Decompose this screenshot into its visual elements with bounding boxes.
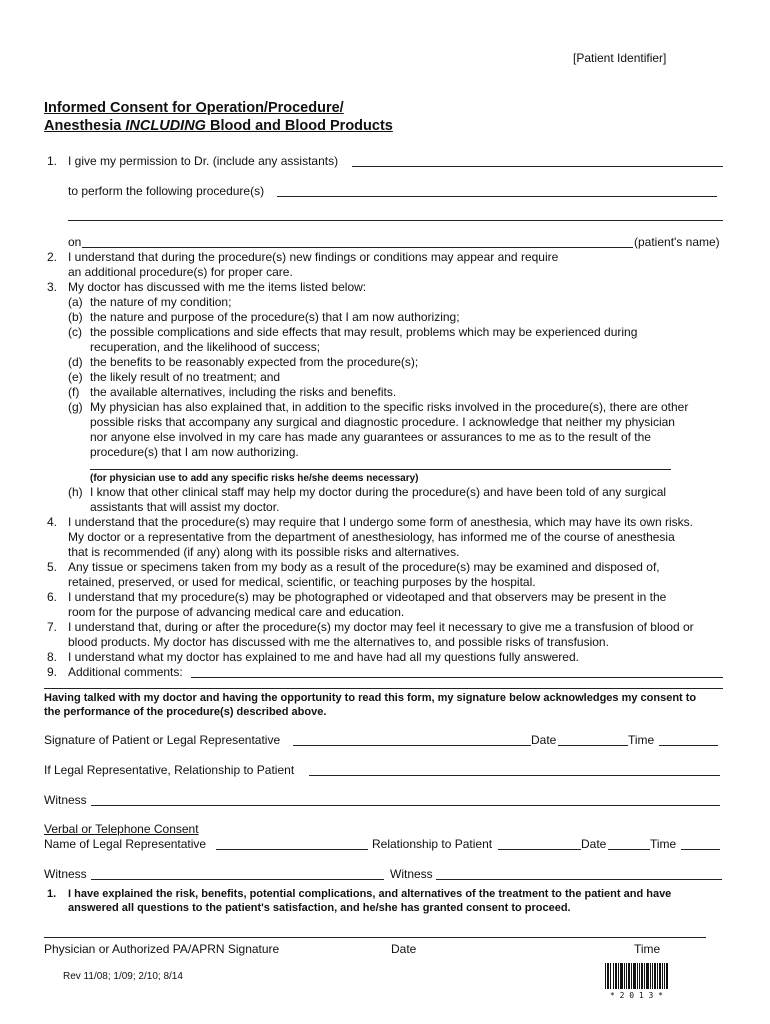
date-label: Date <box>581 837 607 851</box>
item-4-line-2: My doctor or a representative from the department of anesthesiology, has informed me of the course of anesthesia <box>68 530 675 544</box>
additional-comments-field-2[interactable] <box>44 688 723 689</box>
item-4-line-1: I understand that the procedure(s) may require that I undergo some form of anesthesia, which may have its own risks. <box>68 515 693 529</box>
on-label: on <box>68 235 82 249</box>
perform-text: to perform the following procedure(s) <box>68 184 265 198</box>
footer-time-label: Time <box>634 942 661 956</box>
revision-note: Rev 11/08; 1/09; 2/10; 8/14 <box>63 971 183 982</box>
sub-g-line-4: procedure(s) that I am now authorizing. <box>90 445 299 459</box>
time-label: Time <box>628 733 655 747</box>
physician-signature-field[interactable] <box>44 937 706 938</box>
patient-signature-field[interactable] <box>293 745 531 746</box>
title-line-2: Anesthesia INCLUDING Blood and Blood Products <box>44 118 393 134</box>
patient-date-field[interactable] <box>558 745 628 746</box>
sub-f-text: the available alternatives, including the risks and benefits. <box>90 385 397 399</box>
relationship-field[interactable] <box>498 849 581 850</box>
sub-g-line-1: My physician has also explained that, in addition to the specific risks involved in the procedure(s), there are other <box>90 400 689 414</box>
witness-field[interactable] <box>91 805 720 806</box>
verbal-time-field[interactable] <box>681 849 720 850</box>
item-number: 6. <box>47 590 58 604</box>
item-number: 3. <box>47 280 58 294</box>
patients-name-label: (patient's name) <box>634 235 720 249</box>
sub-key: (g) <box>68 400 83 414</box>
patient-signature-label: Signature of Patient or Legal Representative <box>44 733 281 747</box>
sub-c-line-1: the possible complications and side effects that may result, problems which may be experienced during <box>90 325 638 339</box>
physician-statement-line-2: answered all questions to the patient's satisfaction, and he/she has granted consent to proceed. <box>68 902 571 914</box>
title-line-1: Informed Consent for Operation/Procedure/ <box>44 100 344 116</box>
item-number: 4. <box>47 515 58 529</box>
legal-rep-name-field[interactable] <box>216 849 368 850</box>
item-number: 2. <box>47 250 58 264</box>
barcode-text: * 2 0 1 3 * <box>610 991 663 1000</box>
item-6-line-1: I understand that my procedure(s) may be photographed or videotaped and that observers may be present in the <box>68 590 667 604</box>
verbal-witness-1-field[interactable] <box>91 879 384 880</box>
sub-d-text: the benefits to be reasonably expected from the procedure(s); <box>90 355 419 369</box>
item-2-line-2: an additional procedure(s) for proper care. <box>68 265 293 279</box>
sub-h-line-1: I know that other clinical staff may help my doctor during the procedure(s) and have been told of any surgical <box>90 485 667 499</box>
legal-rep-relationship-field[interactable] <box>309 775 720 776</box>
witness-label: Witness <box>44 793 87 807</box>
patient-identifier: [Patient Identifier] <box>573 51 667 65</box>
form-title <box>44 99 393 135</box>
item-number: 1. <box>47 888 57 900</box>
sub-b-text: the nature and purpose of the procedure(s) that I am now authorizing; <box>90 310 460 324</box>
sub-key: (f) <box>68 385 80 399</box>
item-number: 5. <box>47 560 58 574</box>
sub-key: (h) <box>68 485 83 499</box>
patient-time-field[interactable] <box>659 745 718 746</box>
patient-name-field[interactable] <box>82 247 633 248</box>
acknowledgement-line-1: Having talked with my doctor and having the opportunity to read this form, my signature below acknowledges my consent to <box>44 692 697 704</box>
witness-label: Witness <box>44 867 87 881</box>
witness-label: Witness <box>390 867 433 881</box>
sub-h-line-2: assistants that will assist my doctor. <box>90 500 280 514</box>
physician-statement-line-1: I have explained the risk, benefits, potential complications, and alternatives of the treatment to the patient and have <box>68 888 672 900</box>
sub-c-line-2: recuperation, and the likelihood of success; <box>90 340 321 354</box>
item-number: 9. <box>47 665 58 679</box>
item-3-text: My doctor has discussed with me the items listed below: <box>68 280 367 294</box>
specific-risks-field[interactable] <box>90 469 671 470</box>
verbal-consent-heading: Verbal or Telephone Consent <box>44 822 199 836</box>
sub-key: (d) <box>68 355 83 369</box>
legal-rep-relationship-label: If Legal Representative, Relationship to Patient <box>44 763 295 777</box>
sub-e-text: the likely result of no treatment; and <box>90 370 281 384</box>
acknowledgement-line-2: the performance of the procedure(s) described above. <box>44 706 327 718</box>
sub-key: (c) <box>68 325 82 339</box>
procedure-field-line-2[interactable] <box>68 220 723 221</box>
physician-signature-label: Physician or Authorized PA/APRN Signature <box>44 942 280 956</box>
sub-key: (a) <box>68 295 83 309</box>
item-7-line-1: I understand that, during or after the procedure(s) my doctor may feel it necessary to give me a transfusion of blood or <box>68 620 694 634</box>
sub-a-text: the nature of my condition; <box>90 295 232 309</box>
item-8-text: I understand what my doctor has explained to me and have had all my questions fully answered. <box>68 650 579 664</box>
footer-date-label: Date <box>391 942 417 956</box>
item-number: 1. <box>47 154 58 168</box>
legal-rep-name-label: Name of Legal Representative <box>44 837 207 851</box>
verbal-witness-2-field[interactable] <box>436 879 722 880</box>
item-number: 7. <box>47 620 58 634</box>
item-6-line-2: room for the purpose of advancing medical care and education. <box>68 605 405 619</box>
sub-key: (b) <box>68 310 83 324</box>
time-label: Time <box>650 837 677 851</box>
item-7-line-2: blood products. My doctor has discussed with me the alternatives to, and possible risks of transfusion. <box>68 635 609 649</box>
additional-comments-field[interactable] <box>191 677 723 678</box>
physician-note: (for physician use to add any specific risks he/she deems necessary) <box>90 473 419 484</box>
item-5-line-1: Any tissue or specimens taken from my body as a result of the procedure(s) may be examined and disposed of, <box>68 560 660 574</box>
item-2-line-1: I understand that during the procedure(s) new findings or conditions may appear and require <box>68 250 559 264</box>
sub-key: (e) <box>68 370 83 384</box>
item-1-text: I give my permission to Dr. (include any assistants) <box>68 154 339 168</box>
sub-g-line-2: possible risks that accompany any surgical and diagnostic procedure. I acknowledge that neither my physician <box>90 415 675 429</box>
item-4-line-3: that is recommended (if any) along with its possible risks and alternatives. <box>68 545 460 559</box>
item-number: 8. <box>47 650 58 664</box>
procedure-field[interactable] <box>277 196 717 197</box>
doctor-name-field[interactable] <box>352 166 723 167</box>
verbal-date-field[interactable] <box>608 849 650 850</box>
item-9-text: Additional comments: <box>68 665 183 679</box>
item-5-line-2: retained, preserved, or used for medical, scientific, or teaching purposes by the hospital. <box>68 575 536 589</box>
relationship-label: Relationship to Patient <box>372 837 493 851</box>
sub-g-line-3: nor anyone else involved in my care has made any guarantees or assurances to me as to the result of the <box>90 430 651 444</box>
date-label: Date <box>531 733 557 747</box>
